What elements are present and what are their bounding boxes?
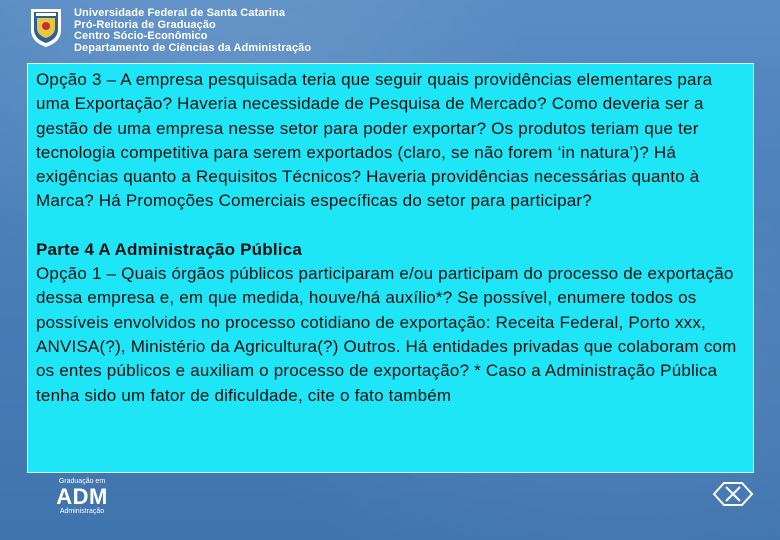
part-4-heading: Parte 4 A Administração Pública [36,239,303,259]
paragraph-spacer [36,214,744,238]
department-name: Departamento de Ciências da Administração [74,41,312,54]
university-seal-icon [28,6,64,48]
slide-content-box [27,63,754,473]
option-3-text: Opção 3 – A empresa pesquisada teria que seguir quais providências elementares para uma Exportação? Haveria necessidade de Pesquisa de Mercado? Como deveria ser a gestão de uma empresa nesse setor para poder exportar? Os produtos teriam que ter tecnologia competitiva para serem exportados (claro, se não forem ‘in natura’)? Há exigências quanto a Requisitos Técnicos? Haveria providências necessárias quanto à Marca? Há Promoções Comerciais específicas do setor para participar? [36,70,713,211]
pro-rectorate-name: Pró-Reitoria de Graduação [74,18,216,31]
institution-header [28,6,768,54]
adm-logo-top-text: Graduação em [58,478,106,485]
center-name: Centro Sócio-Econômico [74,30,208,42]
header-text [74,8,311,54]
diamond-nav-icon[interactable] [712,480,754,508]
adm-logo [47,478,117,526]
option-1-text: Opção 1 – Quais órgãos públicos participaram e/ou participam do processo de exportação dessa empresa e, em que medida, houve/há auxílio*? Se possível, enumere todos os possíveis envolvidos no processo cotidiano de exportação: Receita Federal, Porto xxx, ANVISA(?), Ministério da Agricultura(?) Outros. Há entidades privadas que colaboram com os entes públicos e auxiliam o processo de exportação? * Caso a Administração Pública tenha sido um fator de dificuldade, cite o fato também [36,264,737,405]
adm-logo-main-text: ADM [56,484,108,509]
university-name: Universidade Federal de Santa Catarina [74,7,286,19]
adm-logo-sub-text: Administração [59,508,105,515]
